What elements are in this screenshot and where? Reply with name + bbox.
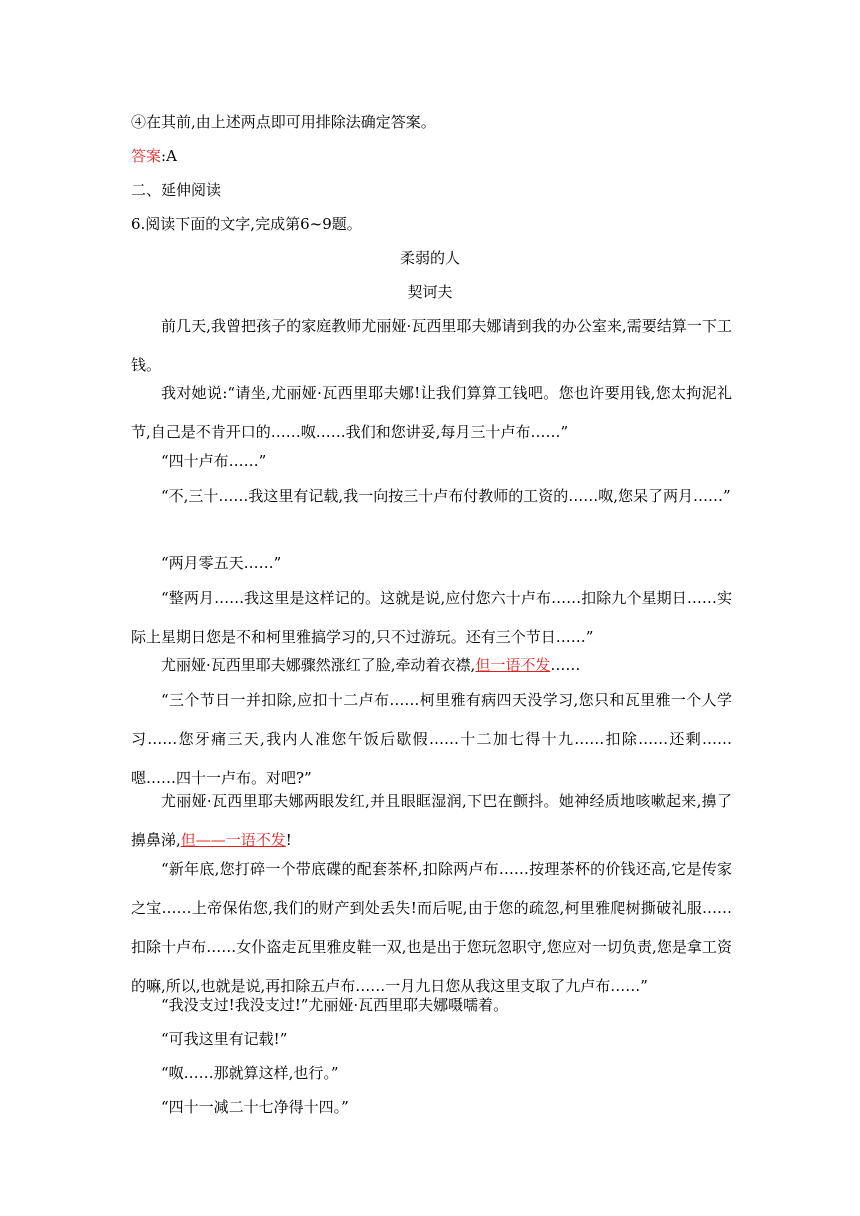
- paragraph-1: 前几天,我曾把孩子的家庭教师尤丽娅·瓦西里耶夫娜请到我的办公室来,需要结算一下工钱。: [131, 317, 732, 374]
- paragraph-9: 尤丽娅·瓦西里耶夫娜两眼发红,并且眼眶湿润,下巴在颤抖。她神经质地咳嗽起来,擤了擤鼻涕,但——一语不发!: [131, 792, 732, 849]
- paragraph-4: “不,三十……我这里有记载,我一向按三十卢布付教师的工资的……呶,您呆了两月……”: [161, 487, 731, 505]
- paragraph-14: “四十一减二十七净得十四。”: [161, 1098, 349, 1116]
- story-author: 契诃夫: [407, 283, 453, 301]
- paragraph-10: “新年底,您打碎一个带底碟的配套茶杯,扣除两卢布……按理茶杯的价钱还高,它是传家之宝……上帝保佑您,我们的财产到处丢失!而后呢,由于您的疏忽,柯里雅爬树撕破礼服……扣除十卢布……女仆盗走瓦里雅皮鞋一双,也是出于您玩忽职守,您应对一切负责,您是拿工资的嘛,所以,也就是说,再扣除五卢布……一月九日您从我这里支取了九卢布……”: [131, 860, 732, 995]
- answer-line: [131, 146, 177, 166]
- paragraph-12: “可我这里有记载!”: [161, 1030, 288, 1048]
- answer-label: 答案: [131, 147, 162, 165]
- section-title: 二、延伸阅读: [131, 181, 222, 199]
- step-four-text: ④在其前,由上述两点即可用排除法确定答案。: [131, 113, 436, 131]
- story-title: 柔弱的人: [399, 249, 460, 267]
- paragraph-2: 我对她说:“请坐,尤丽娅·瓦西里耶夫娜!让我们算算工钱吧。您也许要用钱,您太拘泥礼节,自己是不肯开口的……呶……我们和您讲妥,每月三十卢布……”: [131, 384, 732, 441]
- paragraph-3: “四十卢布……”: [161, 452, 267, 470]
- underlined-phrase-1: 但一语不发: [475, 656, 551, 674]
- paragraph-13: “呶……那就算这样,也行。”: [161, 1064, 339, 1082]
- paragraph-6: “整两月……我这里是这样记的。这就是说,应付您六十卢布……扣除九个星期日……实际上星期日您是不和柯里雅搞学习的,只不过游玩。还有三个节日……”: [131, 589, 732, 646]
- paragraph-11: “我没支过!我没支过!”尤丽娅·瓦西里耶夫娜嗫嚅着。: [161, 996, 509, 1014]
- paragraph-7: 尤丽娅·瓦西里耶夫娜骤然涨红了脸,牵动着衣襟,但一语不发……: [161, 656, 581, 674]
- paragraph-5: “两月零五天……”: [161, 554, 282, 572]
- question-prompt: 6.阅读下面的文字,完成第6~9题。: [131, 215, 362, 233]
- answer-value: :A: [161, 147, 177, 165]
- paragraph-8: “三个节日一并扣除,应扣十二卢布……柯里雅有病四天没学习,您只和瓦里雅一个人学习……您牙痛三天,我内人准您午饭后歇假……十二加七得十九……扣除……还剩……嗯……四十一卢布。对吧?”: [131, 691, 732, 787]
- underlined-phrase-2: 但——一语不发: [180, 831, 286, 849]
